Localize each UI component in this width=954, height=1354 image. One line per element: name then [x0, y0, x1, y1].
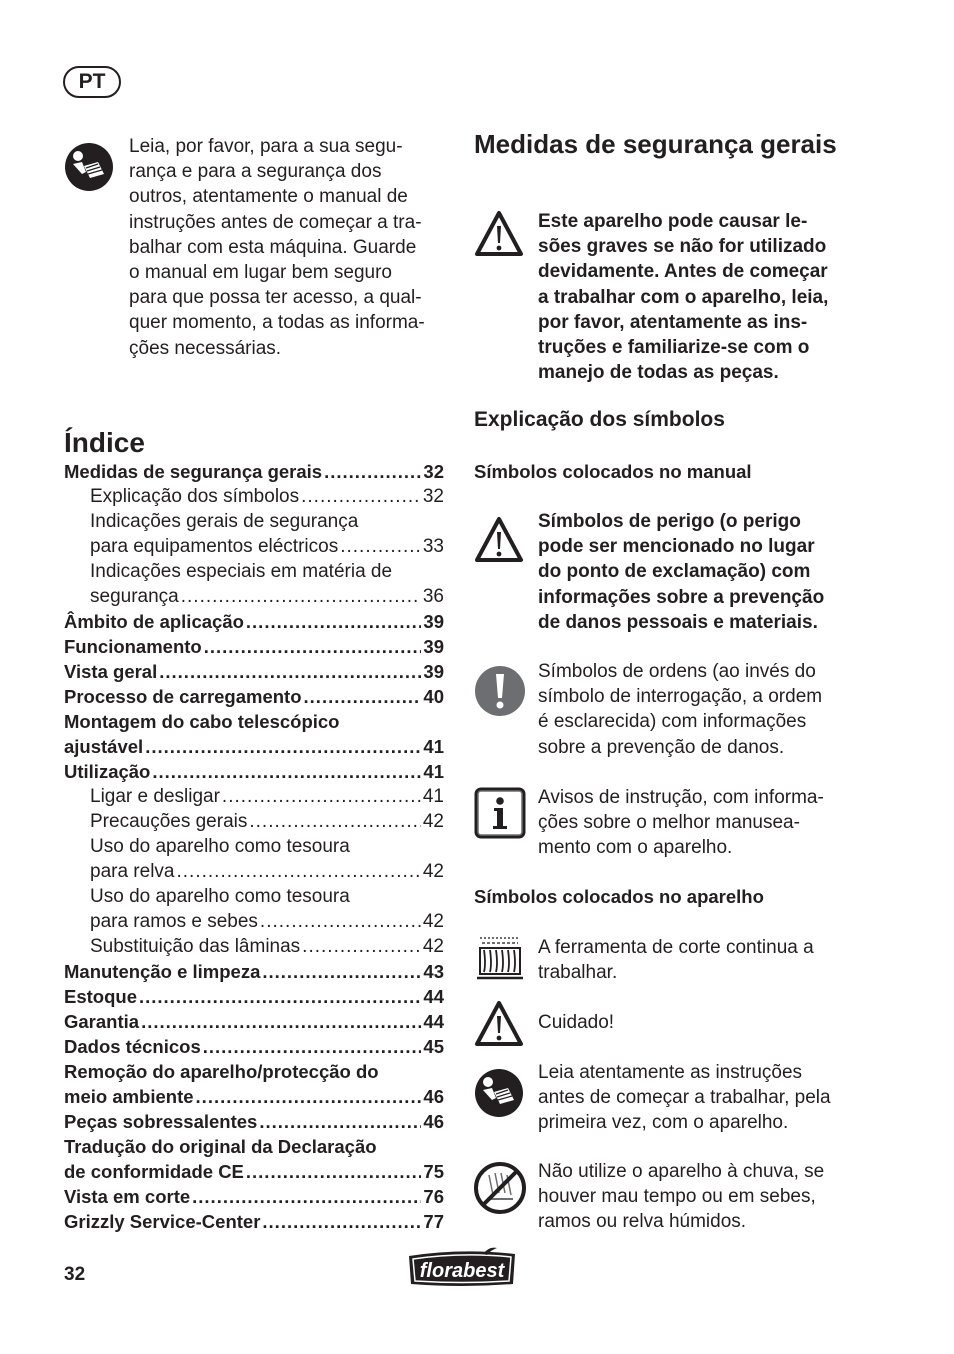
toc-entry-title: Montagem do cabo telescópico — [64, 711, 340, 732]
toc-leader-dots — [152, 759, 421, 784]
toc-leader-dots — [262, 959, 421, 984]
table-of-contents — [64, 459, 444, 1234]
toc-entry-title: Peças sobressalentes — [64, 1111, 258, 1132]
toc-entry — [64, 1059, 444, 1084]
toc-entry — [64, 909, 444, 934]
toc-leader-dots — [141, 1009, 421, 1034]
toc-entry — [64, 609, 444, 634]
toc-entry-page: 33 — [422, 536, 444, 557]
toc-entry-page: 44 — [423, 986, 444, 1007]
section-title: Medidas de segurança gerais — [474, 129, 837, 159]
language-badge: PT — [63, 66, 121, 98]
toc-title: Índice — [64, 427, 145, 458]
toc-leader-dots — [192, 1184, 421, 1209]
toc-leader-dots — [204, 634, 422, 659]
toc-entry-page: 46 — [423, 1111, 444, 1132]
toc-entry — [64, 934, 444, 959]
device-symbol-text: Cuidado! — [538, 1012, 615, 1033]
manual-symbol-text: Símbolos de ordens (ao invés do símbolo de interrogação, a ordem é esclarecida) com informações sobre a prevenção de danos. — [538, 661, 823, 758]
toc-leader-dots — [181, 584, 421, 609]
toc-entry-title: Explicação dos símbolos — [90, 486, 300, 507]
toc-entry-title: para equipamentos eléctricos — [90, 536, 339, 557]
toc-entry-title: meio ambiente — [64, 1086, 194, 1107]
toc-entry-page: 46 — [423, 1086, 444, 1107]
toc-entry — [64, 584, 444, 609]
toc-entry-title: Ligar e desligar — [90, 786, 220, 807]
warning-text: Este aparelho pode causar le- sões graves se não for utilizado devidamente. Antes de começar a trabalhar com o aparelho, leia, por favor, atentamente as ins- truções e familiarize-se com o manejo de todas as peças. — [538, 211, 829, 384]
toc-entry — [64, 834, 444, 859]
manual-symbols-heading: Símbolos colocados no manual — [474, 461, 752, 482]
toc-leader-dots — [177, 859, 421, 884]
toc-entry — [64, 484, 444, 509]
toc-leader-dots — [159, 659, 421, 684]
toc-entry-title: Garantia — [64, 1011, 140, 1032]
toc-entry-title: Processo de carregamento — [64, 686, 302, 707]
no-rain-icon — [473, 1161, 527, 1215]
page-number: 32 — [64, 1264, 86, 1285]
read-manual-icon — [474, 1068, 524, 1118]
warning-triangle-icon — [474, 1000, 524, 1048]
warning-triangle-icon — [474, 210, 524, 258]
toc-entry-page: 39 — [423, 661, 444, 682]
toc-entry-title: Medidas de segurança gerais — [64, 461, 323, 482]
toc-leader-dots — [222, 784, 421, 809]
toc-entry-page: 39 — [423, 636, 444, 657]
toc-entry — [64, 1184, 444, 1209]
toc-entry — [64, 984, 444, 1009]
toc-entry — [64, 659, 444, 684]
toc-entry-title: Tradução do original da Declaração — [64, 1136, 377, 1157]
toc-entry-page: 45 — [423, 1036, 444, 1057]
toc-entry — [64, 1034, 444, 1059]
intro-text: Leia, por favor, para a sua segu- rança e para a segurança dos outros, atentamente o manual de instruções antes de começar a tra- balhar com esta máquina. Guarde o manual em lugar bem seguro para que possa ter acesso, a qual- quer momento, a todas as informa- ções necessárias. — [129, 136, 425, 359]
toc-entry-page: 76 — [423, 1186, 444, 1207]
toc-entry — [64, 884, 444, 909]
toc-entry — [64, 859, 444, 884]
toc-leader-dots — [340, 534, 421, 559]
toc-entry-title: Vista geral — [64, 661, 158, 682]
toc-entry — [64, 809, 444, 834]
toc-entry — [64, 959, 444, 984]
toc-entry-title: Uso do aparelho como tesoura — [90, 836, 350, 857]
toc-entry — [64, 734, 444, 759]
toc-entry-title: Vista em corte — [64, 1186, 191, 1207]
toc-entry — [64, 509, 444, 534]
florabest-logo — [405, 1246, 519, 1288]
toc-entry-page: 42 — [422, 811, 444, 832]
toc-entry — [64, 1209, 444, 1234]
toc-entry-page: 43 — [423, 961, 444, 982]
toc-entry-page: 32 — [423, 461, 444, 482]
toc-entry-title: Estoque — [64, 986, 137, 1007]
toc-entry — [64, 784, 444, 809]
toc-leader-dots — [260, 909, 421, 934]
toc-entry-title: Indicações gerais de segurança — [90, 511, 359, 532]
toc-entry-page: 41 — [423, 761, 444, 782]
read-manual-icon — [64, 142, 114, 192]
toc-entry-title: para relva — [90, 861, 175, 882]
warning-triangle-icon — [474, 516, 524, 564]
toc-entry-title: Uso do aparelho como tesoura — [90, 886, 350, 907]
toc-entry-page: 36 — [422, 586, 444, 607]
toc-entry-title: Âmbito de aplicação — [64, 611, 244, 632]
toc-leader-dots — [262, 1209, 421, 1234]
toc-entry-page: 40 — [423, 686, 444, 707]
toc-entry-title: Utilização — [64, 761, 151, 782]
toc-entry-page: 44 — [423, 1011, 444, 1032]
toc-entry — [64, 684, 444, 709]
manual-symbol-text: Símbolos de perigo (o perigo pode ser mencionado no lugar do ponto de exclamação) com informações sobre a prevenção de danos pessoais e materiais. — [538, 511, 825, 633]
toc-leader-dots — [145, 734, 421, 759]
toc-entry-page: 32 — [422, 486, 444, 507]
toc-entry-title: segurança — [90, 586, 179, 607]
toc-leader-dots — [139, 984, 421, 1009]
toc-leader-dots — [324, 459, 421, 484]
toc-entry — [64, 459, 444, 484]
toc-entry-title: Indicações especiais em matéria de — [90, 561, 393, 582]
symbols-heading: Explicação dos símbolos — [474, 408, 725, 431]
toc-entry-title: Grizzly Service-Center — [64, 1211, 261, 1232]
toc-entry-title: Precauções gerais — [90, 811, 248, 832]
toc-leader-dots — [301, 484, 421, 509]
manual-symbol-text: Avisos de instrução, com informa- ções sobre o melhor manusea- mento com o aparelho. — [538, 787, 824, 859]
toc-leader-dots — [249, 809, 420, 834]
toc-leader-dots — [246, 1159, 422, 1184]
device-symbol-text: Não utilize o aparelho à chuva, se houver mau tempo ou em sebes, ramos ou relva húmidos. — [538, 1161, 825, 1233]
toc-entry — [64, 1084, 444, 1109]
toc-leader-dots — [246, 609, 422, 634]
logo-text: florabest — [419, 1260, 505, 1282]
toc-leader-dots — [196, 1084, 422, 1109]
toc-entry-page: 42 — [422, 936, 444, 957]
toc-entry-title: Manutenção e limpeza — [64, 961, 261, 982]
toc-entry-page: 42 — [422, 861, 444, 882]
toc-leader-dots — [302, 934, 421, 959]
toc-leader-dots — [203, 1034, 422, 1059]
toc-entry — [64, 709, 444, 734]
toc-entry-title: Funcionamento — [64, 636, 202, 657]
toc-entry — [64, 1134, 444, 1159]
toc-entry — [64, 1159, 444, 1184]
toc-entry-page: 77 — [423, 1211, 444, 1232]
toc-entry-title: Remoção do aparelho/protecção do — [64, 1061, 379, 1082]
toc-entry-page: 39 — [423, 611, 444, 632]
toc-entry-title: ajustável — [64, 736, 144, 757]
toc-entry-page: 41 — [423, 736, 444, 757]
toc-entry-page: 75 — [423, 1161, 444, 1182]
toc-entry — [64, 1109, 444, 1134]
toc-entry-page: 42 — [422, 911, 444, 932]
toc-entry-title: de conformidade CE — [64, 1161, 244, 1182]
toc-entry-title: Dados técnicos — [64, 1036, 201, 1057]
toc-leader-dots — [304, 684, 422, 709]
toc-entry — [64, 534, 444, 559]
toc-entry — [64, 634, 444, 659]
info-icon — [474, 787, 526, 839]
toc-entry-title: Substituição das lâminas — [90, 936, 301, 957]
toc-entry — [64, 759, 444, 784]
device-symbols-heading: Símbolos colocados no aparelho — [474, 886, 764, 907]
toc-entry-page: 41 — [422, 786, 444, 807]
device-symbol-text: A ferramenta de corte continua a trabalhar. — [538, 937, 814, 984]
exclamation-circle-icon — [474, 665, 526, 717]
device-symbol-text: Leia atentamente as instruções antes de começar a trabalhar, pela primeira vez, com o aparelho. — [538, 1062, 831, 1134]
toc-entry — [64, 1009, 444, 1034]
toc-entry — [64, 559, 444, 584]
cutting-tool-icon — [474, 934, 526, 982]
toc-leader-dots — [259, 1109, 421, 1134]
toc-entry-title: para ramos e sebes — [90, 911, 258, 932]
